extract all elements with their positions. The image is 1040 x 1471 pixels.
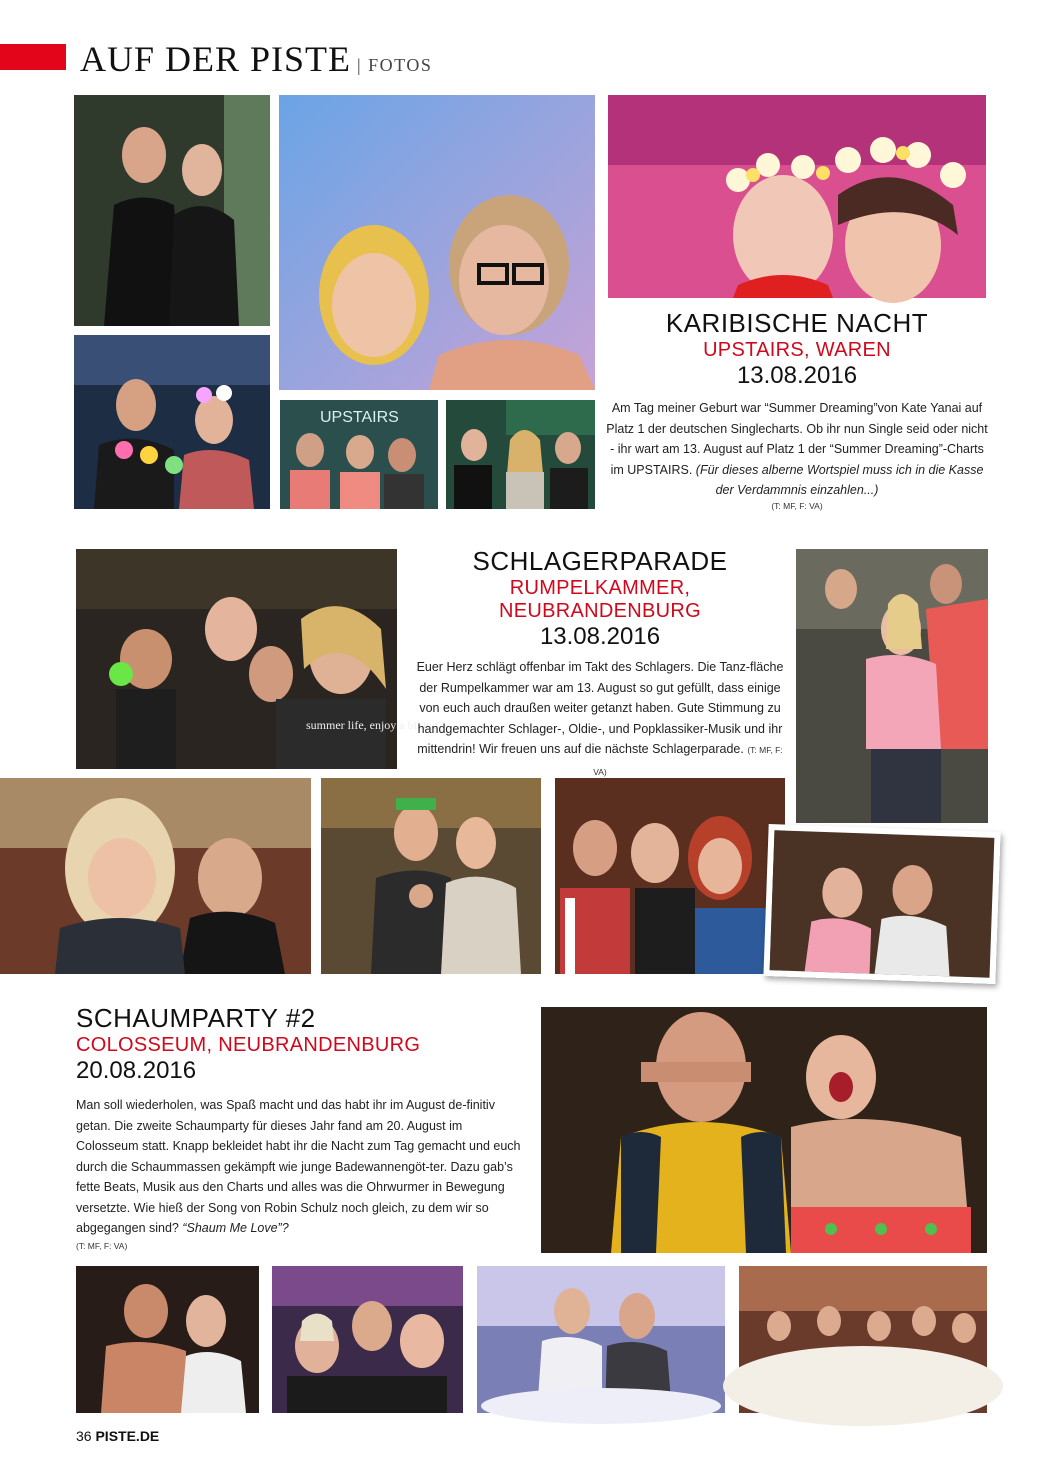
photo-two-girls-glasses[interactable] <box>279 95 595 390</box>
event-date: 13.08.2016 <box>736 362 858 389</box>
event-description <box>410 657 790 782</box>
shirt-print-text: summer life, enjoy a biking <box>306 718 439 732</box>
photo-two-men-fist[interactable] <box>321 778 541 974</box>
photo-flower-crowns[interactable] <box>608 95 986 298</box>
photo-three-men[interactable] <box>280 400 438 509</box>
section-label: | FOTOS <box>357 55 433 75</box>
page-title <box>80 38 432 80</box>
photo-foam-crowd[interactable] <box>739 1266 987 1413</box>
photo-two-women[interactable] <box>74 95 270 326</box>
event-venue: UPSTAIRS, WAREN <box>703 339 891 361</box>
event-credit: (T: MF, F: VA) <box>76 1240 128 1251</box>
photo-group-women[interactable] <box>76 549 439 769</box>
event-date: 13.08.2016 <box>539 623 661 650</box>
event-karibische-nacht <box>606 308 988 511</box>
photo-couple-leis[interactable] <box>74 335 270 509</box>
header-accent-bar <box>0 44 66 70</box>
photo-three-women[interactable] <box>555 778 785 974</box>
photo-couple-polaroid[interactable] <box>763 824 1000 984</box>
event-description <box>606 398 988 501</box>
event-description <box>76 1095 526 1239</box>
event-title: KARIBISCHE NACHT <box>665 308 929 338</box>
event-credit: (T: MF, F: VA) <box>593 745 783 777</box>
event-text: Euer Herz schlägt offenbar im Takt des Schlagers. Die Tanz-fläche der Rumpelkammer war am 13. August so gut gefüllt, dass einige von euch auch draußen weiter getanzt haben. Gute Stimmung zu handgemachter Schlager-, Oldie-, und Popklassiker-Musik und ihr mittendrin! Wir freuen uns auf die nächste Schlagerparade. <box>416 660 784 756</box>
event-date: 20.08.2016 <box>76 1057 197 1084</box>
photo-foam-party-pose[interactable] <box>541 1007 987 1253</box>
page-title-text: AUF DER PISTE <box>80 39 352 79</box>
photo-dancing-woman[interactable] <box>796 549 988 823</box>
event-text-quote: “Shaum Me Love”? <box>182 1221 289 1235</box>
event-text: Man soll wiederholen, was Spaß macht und das habt ihr im August de-finitiv getan. Die zweite Schaumparty für dieses Jahr fand am 20. August im Colosseum statt. Knapp bekleidet habt ihr die Nacht zum Tag gemacht und euch durch die Schaummassen gekämpft wie junge Badewannengöt-ter. Dazu gab’s fette Beats, Musik aus den Charts und alles was die Ohrwurmer in Bewegung versetzte. Wie hieß der Song von Robin Schulz noch gleich, zu dem wir so abgegangen sind? <box>76 1098 521 1235</box>
event-title: SCHAUMPARTY #2 <box>76 1003 316 1033</box>
upstairs-sign-text: UPSTAIRS <box>320 409 399 426</box>
event-text-italic: (Für dieses alberne Wortspiel muss ich in die Kasse der Verdammnis einzahlen...) <box>695 462 984 497</box>
event-title: SCHLAGERPARADE <box>472 546 728 576</box>
footer-brand[interactable]: PISTE.DE <box>95 1428 160 1444</box>
event-schaumparty <box>76 1003 526 1251</box>
page-footer <box>76 1428 159 1444</box>
page-number: 36 <box>76 1428 92 1444</box>
event-text: Am Tag meiner Geburt war “Summer Dreaming”von Kate Yanai auf Platz 1 der deutschen Singlecharts. Ob ihr nun Single seid oder nicht - ihr wart am 13. August auf Platz 1 der “Summer Dreaming”-Charts im UPSTAIRS. <box>606 401 988 477</box>
photo-trio-selfie[interactable] <box>272 1266 463 1413</box>
event-venue: COLOSSEUM, NEUBRANDENBURG <box>76 1034 421 1056</box>
photo-foam-men[interactable] <box>477 1266 725 1413</box>
event-credit: (T: MF, F: VA) <box>771 500 823 511</box>
photo-shirtless-couple[interactable] <box>76 1266 259 1413</box>
event-schlagerparade <box>410 546 790 782</box>
photo-blonde-couple[interactable] <box>0 778 311 974</box>
photo-three-friends[interactable] <box>446 400 595 509</box>
event-venue: RUMPELKAMMER, NEUBRANDENBURG <box>498 577 701 622</box>
